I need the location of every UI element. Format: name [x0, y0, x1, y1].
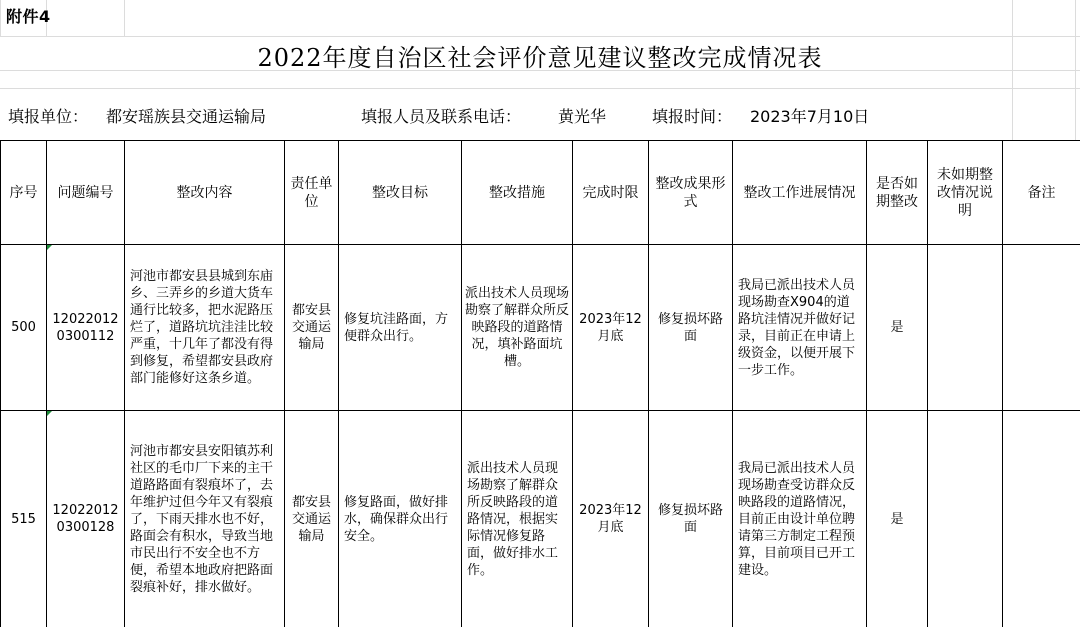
cell-content: 河池市都安县县城到东庙乡、三弄乡的乡道大货车通行比较多，把水泥路压烂了，道路坑坑洼洼比较严重，十几年了都没有得到修复，希望都安县政府部门能修好这条乡道。 [125, 245, 285, 411]
cell-progress: 我局已派出技术人员现场勘查受访群众反映路段的道路情况，目前正由设计单位聘请第三方制定工程预算，目前项目已开工建设。 [733, 411, 867, 627]
cell-remarks [1003, 245, 1080, 411]
cell-indicator [47, 411, 52, 416]
cell-result-form: 修复损坏路面 [649, 411, 733, 627]
cell-seq: 515 [1, 411, 47, 627]
cell-measures: 派出技术人员现场勘察了解群众所反映路段的道路情况，根据实际情况修复路面，做好排水工作。 [462, 411, 573, 627]
header-result-form: 整改成果形式 [649, 141, 733, 245]
cell-deadline: 2023年12月底 [573, 411, 649, 627]
page-title: 2022年度自治区社会评价意见建议整改完成情况表 [257, 44, 823, 72]
header-goal: 整改目标 [339, 141, 462, 245]
header-on-time: 是否如期整改 [867, 141, 928, 245]
table-row [1, 411, 1080, 627]
header-issue-no: 问题编号 [47, 141, 125, 245]
unit-value: 都安瑶族县交通运输局 [106, 107, 267, 126]
cell-unit: 都安县交通运输局 [285, 245, 339, 411]
header-content: 整改内容 [125, 141, 285, 245]
header-remarks: 备注 [1003, 141, 1080, 245]
cell-delay-reason [928, 411, 1003, 627]
time-value: 2023年7月10日 [750, 107, 870, 126]
header-row [1, 141, 1080, 245]
cell-unit: 都安县交通运输局 [285, 411, 339, 627]
cell-goal: 修复路面，做好排水，确保群众出行安全。 [339, 411, 462, 627]
time-label: 填报时间： [652, 107, 733, 126]
header-progress: 整改工作进展情况 [733, 141, 867, 245]
cell-result-form: 修复损坏路面 [649, 245, 733, 411]
header-unit: 责任单位 [285, 141, 339, 245]
cell-progress: 我局已派出技术人员现场勘查X904的道路坑洼情况并做好记录，目前正在申请上级资金，以便开展下一步工作。 [733, 245, 867, 411]
annex-label: 附件4 [6, 7, 51, 26]
cell-goal: 修复坑洼路面，方便群众出行。 [339, 245, 462, 411]
header-measures: 整改措施 [462, 141, 573, 245]
cell-deadline: 2023年12月底 [573, 245, 649, 411]
cell-delay-reason [928, 245, 1003, 411]
cell-remarks [1003, 411, 1080, 627]
cell-issue-no: 120220120300112 [47, 245, 125, 411]
cell-seq: 500 [1, 245, 47, 411]
contact-value: 黄光华 [558, 107, 607, 126]
header-deadline: 完成时限 [573, 141, 649, 245]
table-row [1, 245, 1080, 411]
contact-label: 填报人员及联系电话： [361, 107, 522, 126]
header-delay-reason: 未如期整改情况说明 [928, 141, 1003, 245]
cell-measures: 派出技术人员现场勘察了解群众所反映路段的道路情况，填补路面坑槽。 [462, 245, 573, 411]
unit-label: 填报单位： [8, 107, 89, 126]
rectification-table [0, 140, 1080, 627]
header-seq: 序号 [1, 141, 47, 245]
cell-issue-no: 120220120300128 [47, 411, 125, 627]
cell-indicator [47, 245, 52, 250]
cell-on-time: 是 [867, 245, 928, 411]
cell-on-time: 是 [867, 411, 928, 627]
report-info [8, 104, 869, 127]
cell-content: 河池市都安县安阳镇苏利社区的毛巾厂下来的主干道路路面有裂痕坏了，去年维护过但今年又有裂痕了，下雨天排水也不好，路面会有积水，导致当地市民出行不安全也不方便，希望本地政府把路面裂痕补好，排水做好。 [125, 411, 285, 627]
